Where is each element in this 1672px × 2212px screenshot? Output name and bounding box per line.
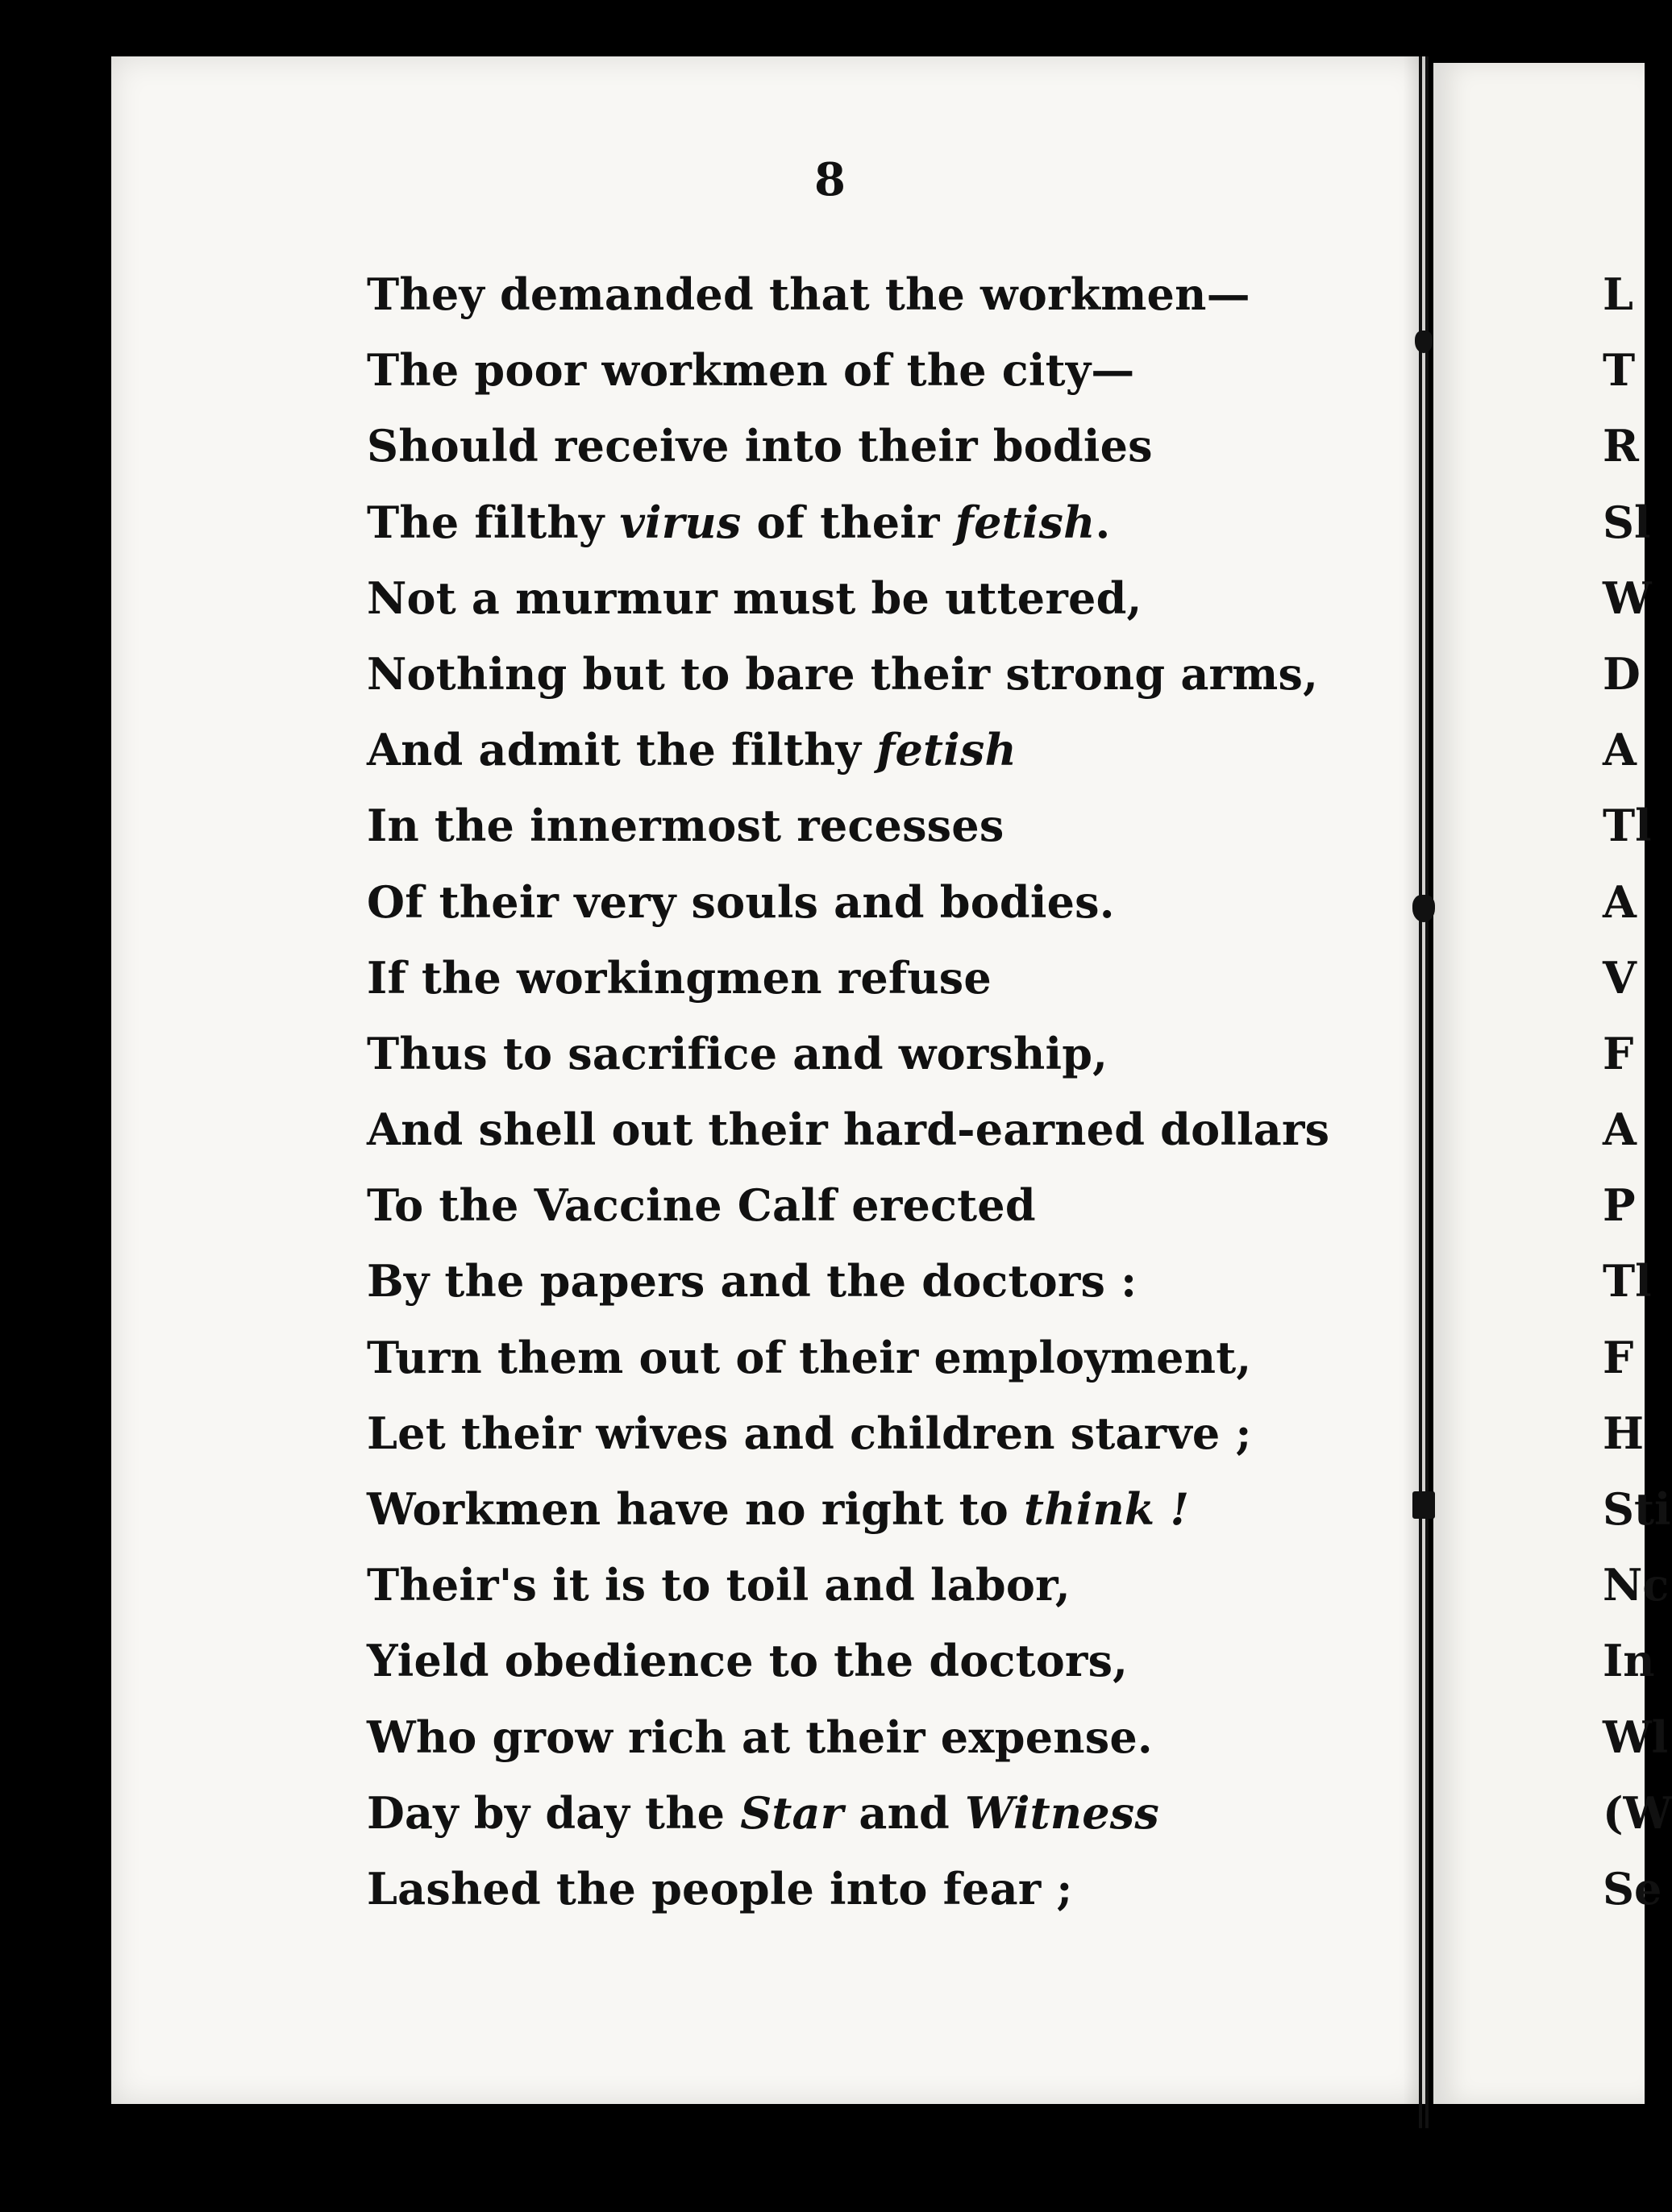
- poem-line: [367, 1775, 1329, 1851]
- line-segment: And admit the filthy: [367, 724, 877, 776]
- facing-line: R: [1603, 420, 1639, 472]
- poem-line: [367, 484, 1329, 560]
- cord-knot: [1412, 895, 1435, 922]
- poem-line: Let their wives and children starve ;: [367, 1407, 1252, 1459]
- facing-line: Tl: [1603, 800, 1652, 852]
- facing-line: (W: [1603, 1786, 1672, 1839]
- facing-line: T: [1603, 344, 1636, 397]
- facing-line: A: [1603, 1104, 1637, 1156]
- poem-line: Yield obedience to the doctors,: [367, 1635, 1129, 1687]
- page-number: 8: [814, 153, 846, 206]
- line-segment: and: [843, 1786, 966, 1839]
- italic-word: fetish: [955, 496, 1096, 548]
- facing-line: Nc: [1603, 1559, 1670, 1611]
- facing-line: F: [1603, 1027, 1634, 1079]
- facing-line: Sti: [1603, 1483, 1671, 1535]
- cord-knot: [1415, 331, 1433, 353]
- facing-line: Tl: [1603, 1255, 1652, 1308]
- cord-thread: [1419, 56, 1429, 2128]
- facing-line: P: [1603, 1179, 1636, 1232]
- facing-line: D: [1603, 647, 1641, 700]
- poem-line: Nothing but to bare their strong arms,: [367, 647, 1319, 700]
- line-segment: of their: [741, 496, 955, 548]
- facing-line: Wl: [1603, 1711, 1669, 1763]
- poem-line: Turn them out of their employment,: [367, 1331, 1252, 1383]
- line-segment: Day by day the: [367, 1786, 741, 1839]
- facing-line: A: [1603, 875, 1637, 928]
- facing-line: F: [1603, 1331, 1634, 1383]
- poem-line: And shell out their hard-earned dollars: [367, 1104, 1330, 1156]
- italic-word: Star: [740, 1786, 844, 1839]
- poem-line: Of their very souls and bodies.: [367, 875, 1115, 928]
- poem-line: Lashed the people into fear ;: [367, 1862, 1073, 1915]
- italic-word: Witness: [965, 1786, 1159, 1839]
- cord-knot: [1412, 1491, 1435, 1519]
- poem-line: [367, 712, 1329, 788]
- poem-line: In the innermost recesses: [367, 800, 1004, 852]
- line-segment: Workmen have no right to: [367, 1483, 1025, 1535]
- facing-line: Sl: [1603, 496, 1651, 548]
- facing-line: W: [1603, 572, 1652, 624]
- poem-line: To the Vaccine Calf erected: [367, 1179, 1036, 1232]
- facing-line: In: [1603, 1635, 1655, 1687]
- poem-line: Not a murmur must be uttered,: [367, 572, 1142, 624]
- facing-line: Se: [1603, 1862, 1662, 1915]
- poem-text: [367, 256, 1329, 1927]
- poem-line: By the papers and the doctors :: [367, 1255, 1138, 1308]
- poem-line: They demanded that the workmen—: [367, 268, 1250, 320]
- italic-word: virus: [619, 496, 742, 548]
- facing-page-text: [1603, 256, 1672, 1927]
- poem-line: Their's it is to toil and labor,: [367, 1559, 1071, 1611]
- line-segment: The filthy: [367, 496, 620, 548]
- binding-cord: [1408, 56, 1440, 2128]
- italic-word: think !: [1024, 1483, 1190, 1535]
- line-segment: .: [1095, 496, 1111, 548]
- facing-line: V: [1603, 951, 1637, 1004]
- poem-line: Who grow rich at their expense.: [367, 1711, 1153, 1763]
- poem-line: If the workingmen refuse: [367, 951, 992, 1004]
- facing-line: H: [1603, 1407, 1645, 1459]
- poem-line: The poor workmen of the city—: [367, 344, 1135, 397]
- facing-line: L: [1603, 268, 1633, 320]
- poem-line: Thus to sacrifice and worship,: [367, 1027, 1108, 1079]
- poem-line: [367, 1471, 1329, 1547]
- poem-line: Should receive into their bodies: [367, 420, 1153, 472]
- italic-word: fetish: [876, 724, 1017, 776]
- facing-line: A: [1603, 724, 1637, 776]
